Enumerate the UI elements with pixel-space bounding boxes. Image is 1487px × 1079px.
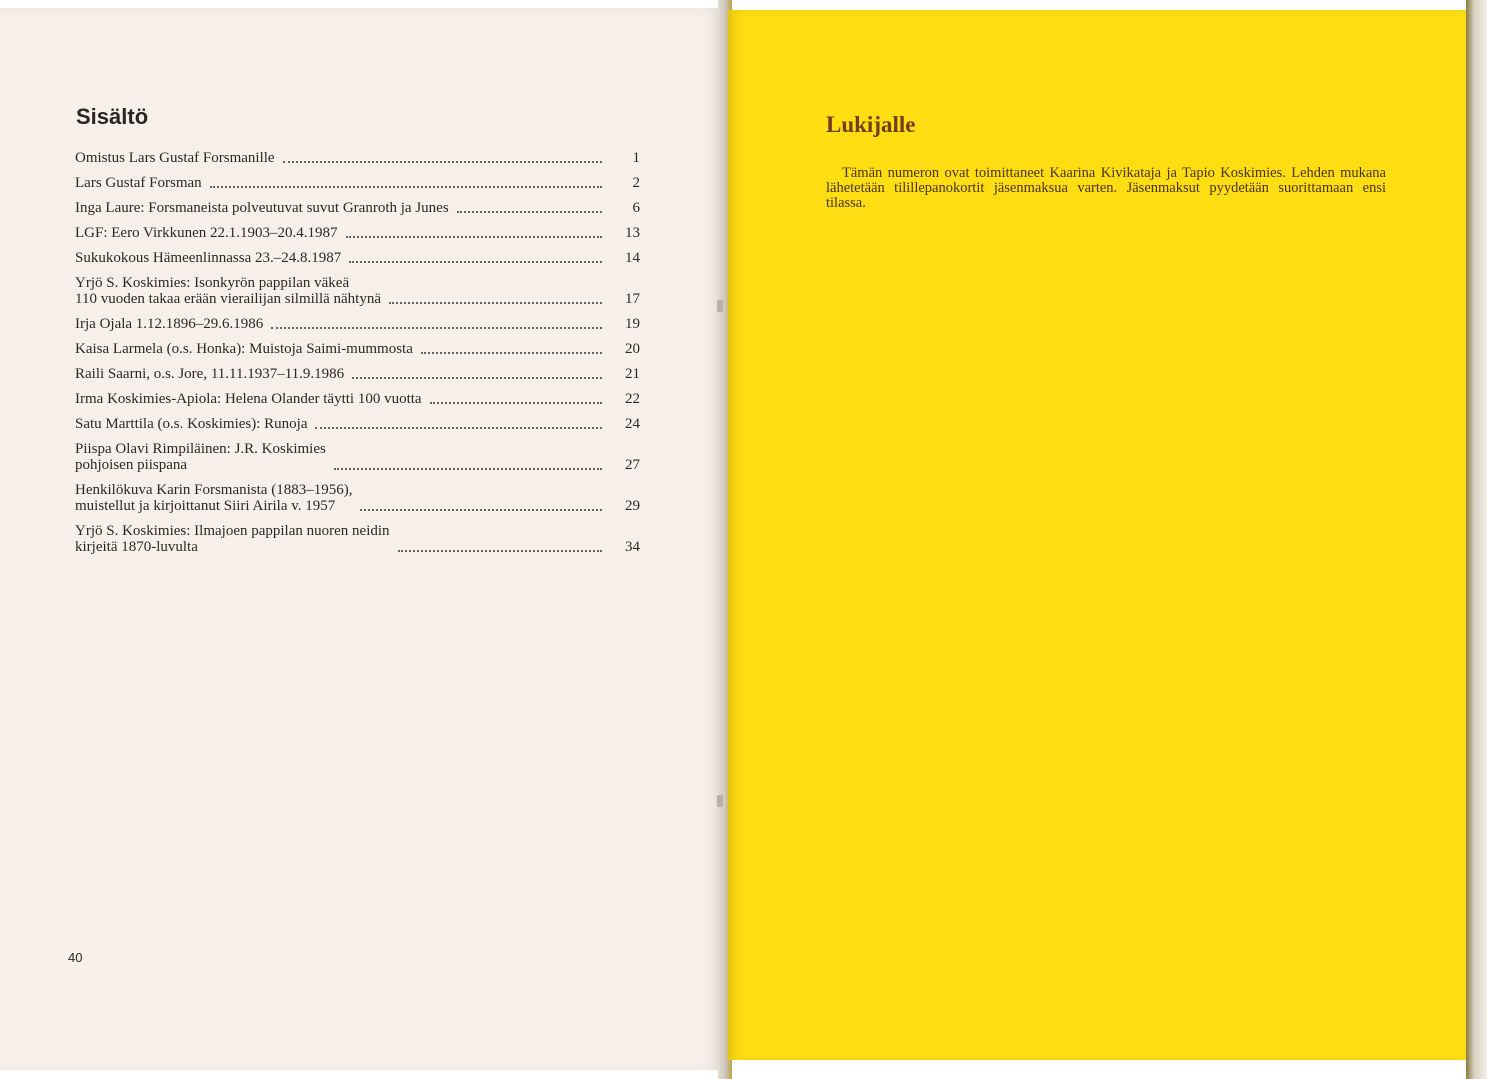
toc-page-number: 14 — [625, 250, 640, 266]
toc-page-number: 6 — [632, 200, 640, 216]
toc-page-number: 27 — [625, 457, 640, 473]
toc-entry — [75, 523, 640, 555]
toc-page-number: 13 — [625, 225, 640, 241]
toc-entry — [75, 175, 640, 191]
toc-entry-title: Kaisa Larmela (o.s. Honka): Muistoja Saimi-mummosta — [75, 341, 413, 357]
page-number: 40 — [68, 950, 83, 965]
leader-dots — [360, 508, 602, 511]
leader-dots — [430, 401, 602, 404]
toc-entry — [75, 416, 640, 432]
toc-page-number: 20 — [625, 341, 640, 357]
toc-entry-title: Yrjö S. Koskimies: Ilmajoen pappilan nuoren neidin kirjeitä 1870-luvulta — [75, 523, 390, 555]
toc-entry-title: Omistus Lars Gustaf Forsmanille — [75, 150, 275, 166]
staple — [717, 795, 723, 807]
toc-page-number: 1 — [632, 150, 640, 166]
toc-entry-title: Raili Saarni, o.s. Jore, 11.11.1937–11.9.1986 — [75, 366, 345, 382]
staple — [717, 300, 723, 312]
leader-dots — [398, 549, 602, 552]
toc-page-number: 17 — [625, 291, 640, 307]
foreword-body: Tämän numeron ovat toimittaneet Kaarina Kivikataja ja Tapio Koskimies. Lehden mukana lähetetään tilillepanokortit jäsenmaksua varten. Jäsenmaksut pyydetään suorittamaan ensi tilassa. — [826, 165, 1386, 211]
toc-entry — [75, 200, 640, 216]
leader-dots — [346, 235, 602, 238]
toc-entry-title: Irja Ojala 1.12.1896–29.6.1986 — [75, 316, 264, 332]
toc-entry — [75, 316, 640, 332]
foreword-title: Lukijalle — [826, 112, 916, 137]
toc-page-number: 34 — [625, 539, 640, 555]
toc-page-number: 29 — [625, 498, 640, 514]
toc-entry-title: Satu Marttila (o.s. Koskimies): Runoja — [75, 416, 308, 432]
toc-entry-title: Irma Koskimies-Apiola: Helena Olander täytti 100 vuotta — [75, 391, 422, 407]
leader-dots — [352, 376, 602, 379]
toc-entry-title: Sukukokous Hämeenlinnassa 23.–24.8.1987 — [75, 250, 342, 266]
toc-entry-title: Inga Laure: Forsmaneista polveutuvat suvut Granroth ja Junes — [75, 200, 449, 216]
toc-entry-title: Piispa Olavi Rimpiläinen: J.R. Koskimies pohjoisen piispana — [75, 441, 326, 473]
table-of-contents — [75, 150, 640, 564]
toc-entry-title: Lars Gustaf Forsman — [75, 175, 202, 191]
leader-dots — [210, 185, 602, 188]
leader-dots — [389, 301, 602, 304]
toc-entry — [75, 225, 640, 241]
toc-page-number: 24 — [625, 416, 640, 432]
leader-dots — [271, 326, 602, 329]
toc-page-number: 19 — [625, 316, 640, 332]
toc-entry — [75, 275, 640, 307]
toc-entry — [75, 391, 640, 407]
toc-page-number: 2 — [632, 175, 640, 191]
leader-dots — [457, 210, 602, 213]
leader-dots — [315, 426, 602, 429]
toc-entry — [75, 366, 640, 382]
leader-dots — [349, 260, 602, 263]
toc-entry — [75, 250, 640, 266]
toc-entry — [75, 441, 640, 473]
toc-entry — [75, 482, 640, 514]
page-edge — [1466, 0, 1487, 1079]
toc-entry — [75, 150, 640, 166]
leader-dots — [421, 351, 602, 354]
contents-title: Sisältö — [76, 104, 149, 129]
toc-page-number: 22 — [625, 391, 640, 407]
toc-page-number: 21 — [625, 366, 640, 382]
toc-entry — [75, 341, 640, 357]
leader-dots — [283, 160, 602, 163]
toc-entry-title: Henkilökuva Karin Forsmanista (1883–1956), muistellut ja kirjoittanut Siiri Airila v. 1957 — [75, 482, 353, 514]
leader-dots — [334, 467, 602, 470]
toc-entry-title: Yrjö S. Koskimies: Isonkyrön pappilan väkeä 110 vuoden takaa erään vierailijan silmillä nähtynä — [75, 275, 381, 307]
toc-entry-title: LGF: Eero Virkkunen 22.1.1903–20.4.1987 — [75, 225, 338, 241]
